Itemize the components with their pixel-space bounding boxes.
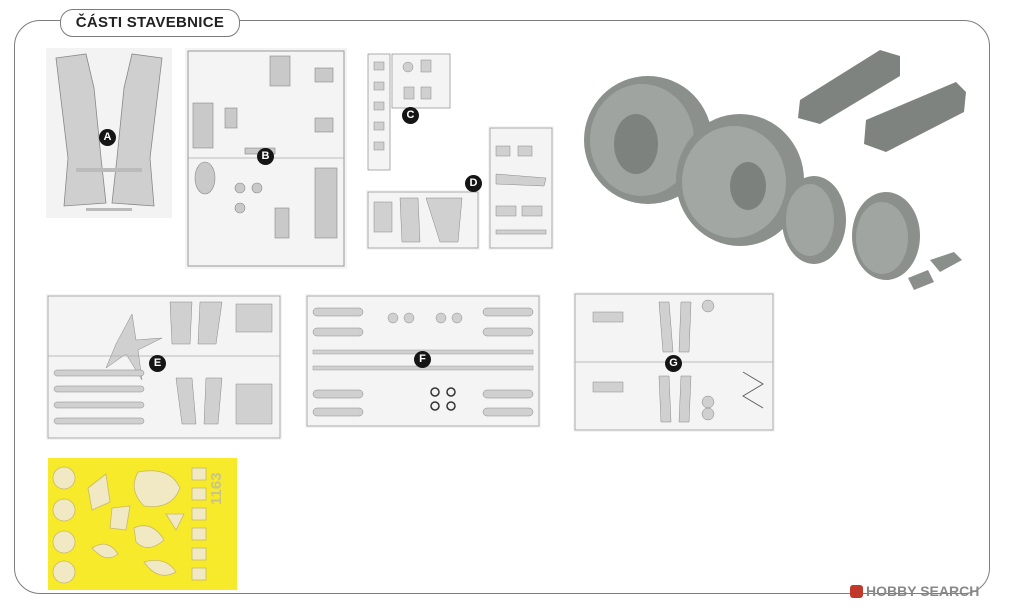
sprue-f xyxy=(305,294,541,428)
sprue-d xyxy=(488,126,554,250)
watermark-text: HOBBY SEARCH xyxy=(866,583,980,599)
sprue-label-b: B xyxy=(257,148,274,165)
sprue-label-f: F xyxy=(414,351,431,368)
mask-code: 1163 xyxy=(208,472,225,505)
sprue-g xyxy=(573,292,775,432)
sprue-label-d: D xyxy=(465,175,482,192)
sprue-label-a: A xyxy=(99,129,116,146)
sprue-label-e: E xyxy=(149,355,166,372)
sprue-a xyxy=(46,48,172,218)
hobby-search-logo-icon xyxy=(850,585,863,598)
sprue-d-part xyxy=(366,190,480,250)
sprue-b xyxy=(185,48,347,269)
watermark xyxy=(850,583,979,599)
sprue-c xyxy=(366,52,452,172)
page-title: ČÁSTI STAVEBNICE xyxy=(60,9,240,37)
resin-wheels-and-parts xyxy=(570,40,990,300)
sprue-e xyxy=(46,294,282,440)
sprue-label-c: C xyxy=(402,107,419,124)
sprue-label-g: G xyxy=(665,355,682,372)
